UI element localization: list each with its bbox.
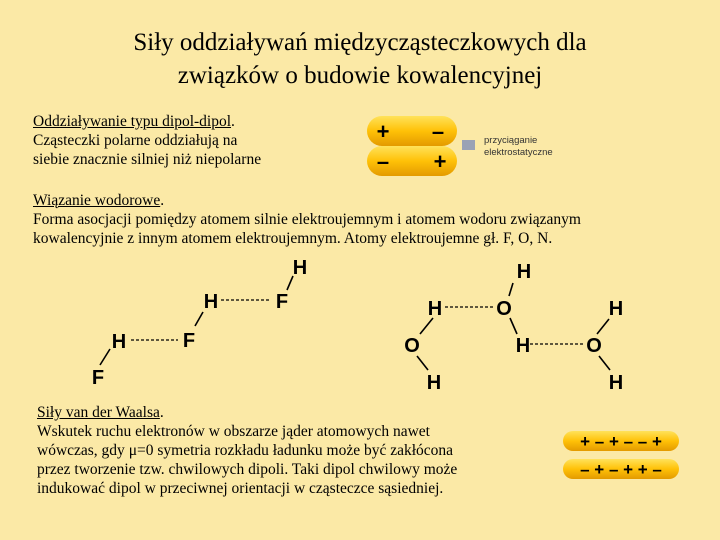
covalent-bond — [509, 283, 513, 296]
title-line-1: Siły oddziaływań międzycząsteczkowych dla — [133, 29, 587, 56]
title-line-2: związków o budowie kowalencyjnej — [177, 62, 543, 89]
vdw-text-line-3b: =0 symetria rozkładu ładunku może być zakłócona — [137, 442, 454, 459]
hydrogen-heading-period: . — [160, 192, 165, 209]
covalent-bond — [597, 319, 609, 334]
dipole-text-line-2: Cząsteczki polarne oddziałują na — [33, 132, 238, 149]
water-diagram — [404, 261, 623, 394]
atom-hydrogen: H — [515, 335, 531, 357]
dipole-bottom-plus: + — [433, 149, 447, 174]
vdw-text-line-3a: wówczas, gdy — [37, 442, 129, 459]
hf-chain-diagram — [92, 257, 307, 389]
dipole-heading-period: . — [231, 113, 235, 130]
vdw-figure — [563, 431, 679, 479]
vdw-bottom-charges: – + – + + – — [580, 460, 662, 479]
covalent-bond — [510, 318, 517, 334]
atom-fluorine: F — [91, 367, 105, 389]
atom-oxygen: O — [404, 335, 420, 357]
dipole-text-line-3: siebie znacznie silniej niż niepolarne — [33, 151, 262, 168]
atom-hydrogen: H — [203, 291, 219, 313]
dipole-bottom-minus: – — [376, 149, 390, 174]
atom-hydrogen: H — [608, 298, 624, 320]
atom-oxygen: O — [586, 335, 602, 357]
dipole-figure — [367, 116, 553, 176]
covalent-bond — [417, 356, 428, 370]
atom-hydrogen: H — [427, 298, 443, 320]
hydrogen-text-line-3: kowalencyjnie z innym atomem elektroujemnym. Atomy elektroujemne gł. F, O, N. — [33, 230, 553, 247]
vdw-text-line-2: Wskutek ruchu elektronów w obszarze jąder atomowych nawet — [37, 423, 430, 440]
vdw-text-line-4: przez tworzenie tzw. chwilowych dipoli. Taki dipol chwilowy może — [37, 461, 458, 478]
atom-hydrogen: H — [516, 261, 532, 283]
atom-fluorine: F — [182, 330, 196, 352]
covalent-bond — [599, 356, 610, 370]
atom-hydrogen: H — [111, 331, 127, 353]
vdw-heading: Siły van der Waalsa — [37, 404, 160, 421]
covalent-bond — [100, 349, 110, 365]
hydrogen-text-line-2: Forma asocjacji pomiędzy atomem silnie elektroujemnym i atomem wodoru związanym — [33, 211, 581, 228]
attraction-arrow — [462, 140, 475, 150]
vdw-heading-period: . — [159, 404, 164, 421]
atom-hydrogen: H — [292, 257, 308, 279]
atom-hydrogen: H — [608, 372, 624, 394]
dipole-top-plus: + — [376, 119, 390, 144]
atom-oxygen: O — [496, 298, 512, 320]
dipole-caption-1: przyciąganie — [484, 135, 538, 146]
atom-fluorine: F — [275, 291, 289, 313]
dipole-heading: Oddziaływanie typu dipol-dipol — [33, 113, 232, 130]
covalent-bond — [420, 318, 433, 334]
hydrogen-heading: Wiązanie wodorowe — [33, 192, 161, 209]
vdw-text-line-5: indukować dipol w przeciwnej orientacji w cząsteczce sąsiedniej. — [37, 480, 444, 497]
mu-symbol: μ — [128, 442, 137, 459]
dipole-top-minus: – — [431, 119, 445, 144]
covalent-bond — [195, 312, 203, 326]
vdw-top-charges: + – + – – + — [580, 432, 662, 451]
dipole-caption-2: elektrostatyczne — [484, 147, 553, 158]
atom-hydrogen: H — [426, 372, 442, 394]
